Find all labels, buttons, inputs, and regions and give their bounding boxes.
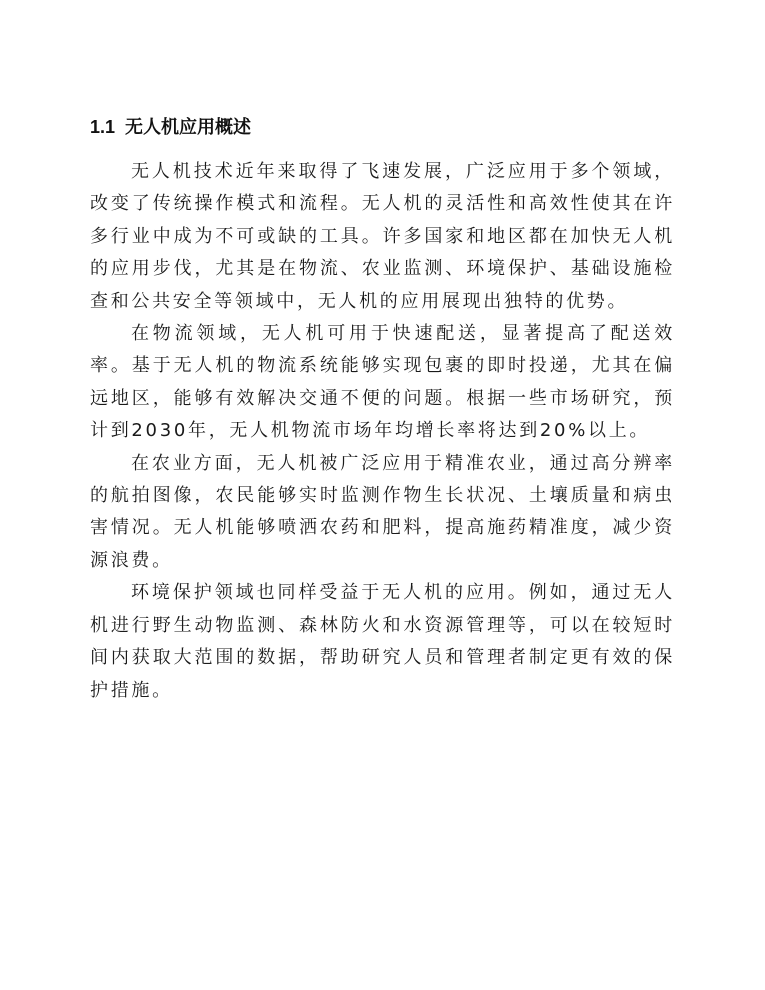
section-heading (90, 115, 251, 139)
section-body (90, 156, 675, 707)
section-title: 无人机应用概述 (125, 117, 252, 137)
section-number: 1.1 (90, 117, 116, 137)
paragraph-logistics: 在物流领域，无人机可用于快速配送，显著提高了配送效率。基于无人机的物流系统能够实现包裹的即时投递，尤其在偏远地区，能够有效解决交通不便的问题。根据一些市场研究，预计到2030年，无人机物流市场年均增长率将达到20%以上。 (90, 323, 675, 442)
paragraph-overview: 无人机技术近年来取得了飞速发展，广泛应用于多个领域，改变了传统操作模式和流程。无人机的灵活性和高效性使其在许多行业中成为不可或缺的工具。许多国家和地区都在加快无人机的应用步伐，尤其是在物流、农业监测、环境保护、基础设施检查和公共安全等领域中，无人机的应用展现出独特的优势。 (90, 161, 675, 312)
paragraph-environment: 环境保护领域也同样受益于无人机的应用。例如，通过无人机进行野生动物监测、森林防火和水资源管理等，可以在较短时间内获取大范围的数据，帮助研究人员和管理者制定更有效的保护措施。 (90, 582, 675, 701)
paragraph-agriculture: 在农业方面，无人机被广泛应用于精准农业，通过高分辨率的航拍图像，农民能够实时监测作物生长状况、土壤质量和病虫害情况。无人机能够喷洒农药和肥料，提高施药精准度，减少资源浪费。 (90, 452, 675, 571)
